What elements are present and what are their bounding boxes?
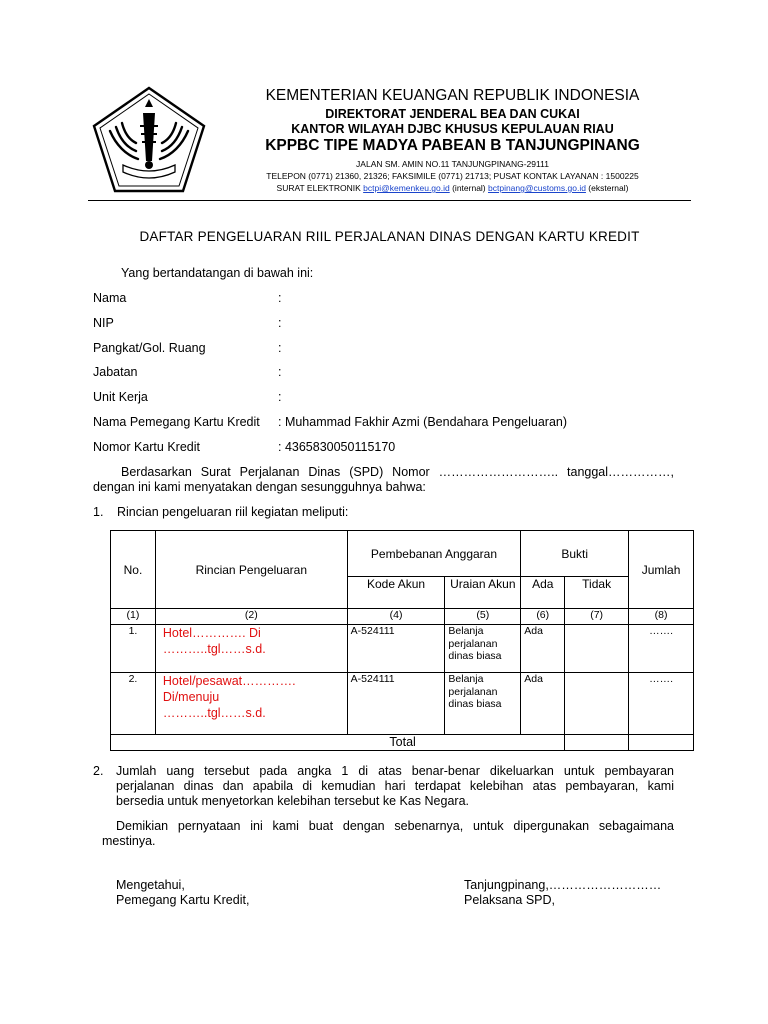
field-value-jabatan: : xyxy=(278,365,282,379)
field-value-pangkat: : xyxy=(278,341,282,355)
row-1-jumlah: ……. xyxy=(629,625,694,673)
row-1-tidak xyxy=(565,625,629,673)
closing-line-2: mestinya. xyxy=(102,834,156,848)
row-2-rincian-line-3: ………..tgl……s.d. xyxy=(162,706,266,720)
header-rincian: Rincian Pengeluaran xyxy=(155,531,347,609)
field-label-jabatan: Jabatan xyxy=(93,365,138,379)
field-label-card-number: Nomor Kartu Kredit xyxy=(93,440,200,454)
email-internal-note: (internal) xyxy=(449,183,488,193)
item-2-number: 2. xyxy=(93,764,104,778)
field-label-card-holder: Nama Pemegang Kartu Kredit xyxy=(93,415,260,429)
header-ada: Ada xyxy=(521,577,565,609)
row-1-uraian-line-2: perjalanan xyxy=(448,637,498,650)
col-number-1: (1) xyxy=(111,609,156,625)
header-pembebanan: Pembebanan Anggaran xyxy=(347,531,521,577)
closing-line-1: Demikian pernyataan ini kami buat dengan sebenarnya, untuk dipergunakan sebagaimana xyxy=(116,819,674,833)
row-1-uraian-line-1: Belanja xyxy=(448,625,484,637)
ministry-name: KEMENTERIAN KEUANGAN REPUBLIK INDONESIA xyxy=(265,87,640,104)
col-number-5: (5) xyxy=(445,609,521,625)
row-2-rincian-line-2: Di/menuju xyxy=(162,690,220,704)
row-2-rincian xyxy=(155,673,347,735)
item-2-line-3: bersedia untuk menyetorkan kelebihan tersebut ke Kas Negara. xyxy=(116,794,469,808)
field-label-unit-kerja: Unit Kerja xyxy=(93,390,148,404)
header-uraian-akun: Uraian Akun xyxy=(445,577,521,609)
row-1-uraian-line-3: dinas biasa xyxy=(448,650,502,662)
expense-table xyxy=(110,530,694,751)
email-external-note: (eksternal) xyxy=(585,183,629,193)
item-1-text: Rincian pengeluaran riil kegiatan meliputi: xyxy=(117,505,349,519)
field-value-nama: : xyxy=(278,291,282,305)
col-number-2: (2) xyxy=(155,609,347,625)
row-1-rincian xyxy=(155,625,347,673)
row-1-rincian-line-1: Hotel…………. Di xyxy=(162,626,261,640)
row-1-uraian-akun xyxy=(445,625,521,673)
row-1-kode-akun: A-524111 xyxy=(347,625,445,673)
signature-left-line-1: Mengetahui, xyxy=(116,878,185,892)
directorate-name: DIREKTORAT JENDERAL BEA DAN CUKAI xyxy=(325,107,580,121)
signature-right-line-1: Tanjungpinang,……………………… xyxy=(464,878,662,892)
row-2-kode-akun: A-524111 xyxy=(347,673,445,735)
header-bukti: Bukti xyxy=(521,531,629,577)
row-2-no: 2. xyxy=(111,673,156,735)
field-label-nip: NIP xyxy=(93,316,114,330)
item-2-line-1: Jumlah uang tersebut pada angka 1 di atas benar-benar dikeluarkan untuk pembayaran xyxy=(116,764,674,778)
header-divider xyxy=(88,200,691,201)
office-name: KPPBC TIPE MADYA PABEAN B TANJUNGPINANG xyxy=(265,137,640,154)
total-row xyxy=(111,735,694,751)
header-kode-akun: Kode Akun xyxy=(347,577,445,609)
ministry-emblem-logo xyxy=(90,85,208,195)
field-value-card-holder: : Muhammad Fakhir Azmi (Bendahara Pengeluaran) xyxy=(278,415,568,429)
intro-text: Yang bertandatangan di bawah ini: xyxy=(121,266,314,280)
col-number-7: (7) xyxy=(565,609,629,625)
row-2-uraian-line-1: Belanja xyxy=(448,673,484,685)
row-2-uraian-line-2: perjalanan xyxy=(448,685,498,698)
item-2-line-2: perjalanan dinas dan apabila di kemudian hari terdapat kelebihan atas pembayaran, kami xyxy=(116,779,674,793)
row-1-rincian-line-2: ………..tgl……s.d. xyxy=(162,642,266,656)
col-number-8: (8) xyxy=(629,609,694,625)
row-2-jumlah: ……. xyxy=(629,673,694,735)
field-label-nama: Nama xyxy=(93,291,127,305)
regional-office-name: KANTOR WILAYAH DJBC KHUSUS KEPULAUAN RIAU xyxy=(291,122,614,136)
header-jumlah: Jumlah xyxy=(629,531,694,609)
row-2-uraian-akun xyxy=(445,673,521,735)
email-external-link[interactable]: bctpinang@customs.go.id xyxy=(488,183,586,193)
document-title: DAFTAR PENGELUARAN RIIL PERJALANAN DINAS DENGAN KARTU KREDIT xyxy=(139,229,640,244)
field-value-card-number: : 4365830050115170 xyxy=(278,440,396,454)
total-label: Total xyxy=(111,735,565,751)
signature-left-line-2: Pemegang Kartu Kredit, xyxy=(116,893,250,907)
table-row xyxy=(111,625,694,673)
signature-right-line-2: Pelaksana SPD, xyxy=(464,893,556,907)
header-no: No. xyxy=(111,531,156,609)
row-1-ada: Ada xyxy=(521,625,565,673)
office-address: JALAN SM. AMIN NO.11 TANJUNGPINANG-29111 xyxy=(356,159,549,169)
col-number-4: (4) xyxy=(347,609,445,625)
statement-line-1: Berdasarkan Surat Perjalanan Dinas (SPD) Nomor ……………………….. tanggal……………, xyxy=(121,465,674,479)
item-1-number: 1. xyxy=(93,505,104,519)
field-label-pangkat: Pangkat/Gol. Ruang xyxy=(93,341,206,355)
row-2-tidak xyxy=(565,673,629,735)
header-tidak: Tidak xyxy=(565,577,629,609)
col-number-6: (6) xyxy=(521,609,565,625)
row-2-ada: Ada xyxy=(521,673,565,735)
email-internal-link[interactable]: bctpi@kemenkeu.go.id xyxy=(363,183,450,193)
total-tidak-cell xyxy=(565,735,629,751)
office-email xyxy=(215,183,690,193)
email-prefix: SURAT ELEKTRONIK xyxy=(276,183,364,193)
row-1-no: 1. xyxy=(111,625,156,673)
total-jumlah-cell xyxy=(629,735,694,751)
field-value-nip: : xyxy=(278,316,282,330)
row-2-rincian-line-1: Hotel/pesawat…………. xyxy=(162,674,296,688)
office-phone: TELEPON (0771) 21360, 21326; FAKSIMILE (0771) 21713; PUSAT KONTAK LAYANAN : 1500225 xyxy=(266,171,639,181)
statement-line-2: dengan ini kami menyatakan dengan sesungguhnya bahwa: xyxy=(93,480,426,494)
field-value-unit-kerja: : xyxy=(278,390,282,404)
table-row xyxy=(111,673,694,735)
row-2-uraian-line-3: dinas biasa xyxy=(448,698,502,710)
